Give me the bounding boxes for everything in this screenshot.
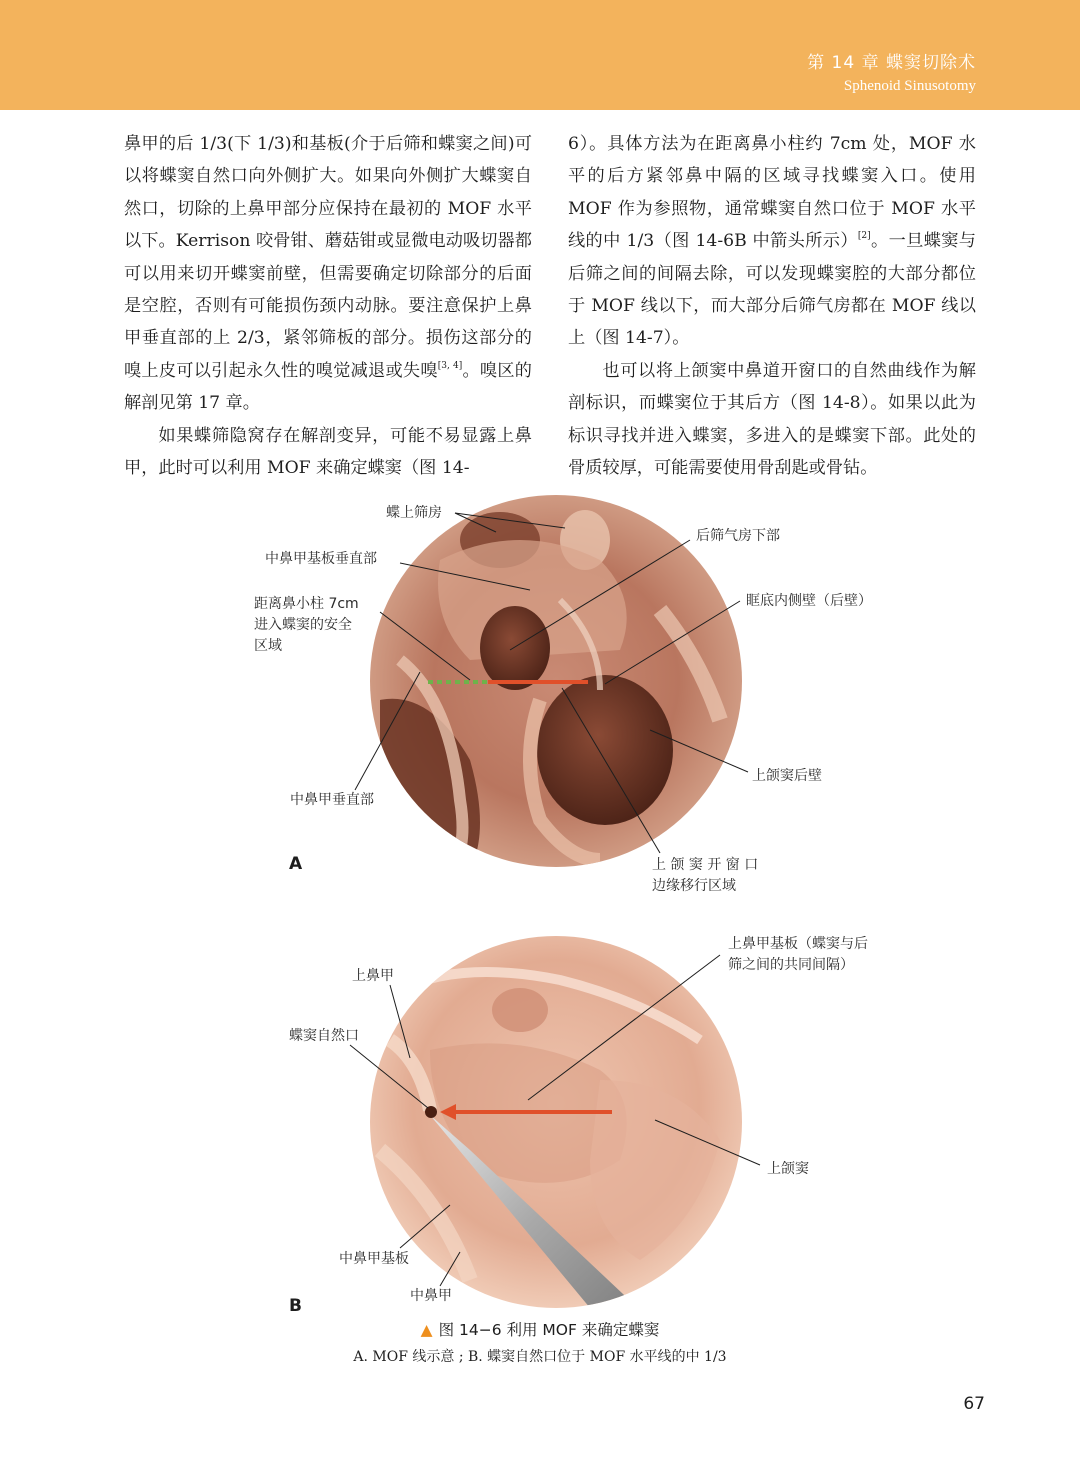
right-paragraph-1: 6）。具体方法为在距离鼻小柱约 7cm 处，MOF 水平的后方紧邻鼻中隔的区域寻找蝶窦入口。使用 MOF 作为参照物，通常蝶窦自然口位于 MOF 水平线的中 1/3（图 14-6B 中箭头所示）[2]。一旦蝶窦与后筛之间的间隔去除，可以发现蝶窦腔的大部分都位于 MOF 线以下，而大部分后筛气房都在 MOF 线以上（图 14-7）。: [568, 134, 976, 349]
label-orbital-floor-medial-wall: 眶底内侧壁（后壁）: [746, 593, 872, 609]
label-safe-zone-line-3: 区域: [254, 638, 282, 654]
label-superior-turbinate: 上鼻甲: [352, 968, 394, 984]
chapter-title: 第 14 章 蝶窦切除术: [807, 53, 976, 73]
label-sphenoid-ostium: 蝶窦自然口: [289, 1028, 359, 1044]
label-middle-turbinate-basal-lamella: 中鼻甲基板垂直部: [265, 551, 377, 567]
label-antrostomy-line-2: 边缘移行区域: [652, 878, 736, 894]
sphenoid-ostium-marker: [425, 1106, 437, 1118]
label-superior-turbinate-lamella-line-1: 上鼻甲基板（蝶窦与后: [728, 936, 868, 952]
label-middle-turbinate: 中鼻甲: [410, 1288, 452, 1304]
label-middle-turbinate-vertical: 中鼻甲垂直部: [290, 792, 374, 808]
left-paragraph-1: 鼻甲的后 1/3(下 1/3)和基板(介于后筛和蝶窦之间)可以将蝶窦自然口向外侧扩大。如果向外侧扩大蝶窦自然口，切除的上鼻甲部分应保持在最初的 MOF 水平以下。Kerrison 咬骨钳、蘑菇钳或显微电动吸切器都可以用来切开蝶窦前壁，但需要确定切除部分的后面是空腔，否则有可能损伤颈内动脉。要注意保护上鼻甲垂直部的上 2/3，紧邻筛板的部分。损伤这部分的嗅上皮可以引起永久性的嗅觉减退或失嗅[3, 4]。嗅区的解剖见第 17 章。: [124, 134, 532, 414]
label-supra-sphenoid-ethmoid-cell: 蝶上筛房: [386, 505, 442, 521]
caption-triangle-icon: ▲: [420, 1321, 433, 1339]
citation: [3, 4]: [437, 361, 463, 372]
figure-subcaption: A. MOF 线示意 ; B. 蝶窦自然口位于 MOF 水平线的中 1/3: [353, 1349, 727, 1365]
label-safe-zone-line-2: 进入蝶窦的安全: [254, 617, 352, 633]
caption-title: 图 14−6 利用 MOF 来确定蝶窦: [438, 1321, 660, 1339]
label-maxillary-posterior-wall: 上颌窦后壁: [752, 768, 822, 784]
label-superior-turbinate-lamella-line-2: 筛之间的共同间隔）: [728, 957, 854, 973]
citation: [2]: [857, 231, 871, 242]
endoscopic-view-a: [370, 495, 742, 880]
right-paragraph-2: 也可以将上颌窦中鼻道开窗口的自然曲线作为解剖标识，而蝶窦位于其后方（图 14-8）。如果以此为标识寻找并进入蝶窦，多进入的是蝶窦下部。此处的骨质较厚，可能需要使用骨刮匙或骨钻。: [568, 360, 976, 479]
label-posterior-ethmoid-lower: 后筛气房下部: [696, 528, 780, 544]
label-maxillary-sinus: 上颌窦: [767, 1161, 809, 1177]
label-safe-zone-line-1: 距离鼻小柱 7cm: [254, 596, 359, 612]
left-paragraph-2: 如果蝶筛隐窝存在解剖变异，可能不易显露上鼻甲，此时可以利用 MOF 来确定蝶窦（图 14-: [124, 425, 532, 479]
figure-caption: [0, 1318, 1080, 1340]
label-antrostomy-line-1: 上 颌 窦 开 窗 口: [652, 857, 759, 873]
page-number: 67: [963, 1394, 985, 1414]
panel-label-b: B: [289, 1296, 302, 1316]
chapter-title-english: Sphenoid Sinusotomy: [843, 78, 976, 94]
endoscopic-view-b: [370, 936, 742, 1320]
label-middle-turbinate-basal-lamella-b: 中鼻甲基板: [339, 1251, 409, 1267]
panel-label-a: A: [289, 854, 303, 874]
